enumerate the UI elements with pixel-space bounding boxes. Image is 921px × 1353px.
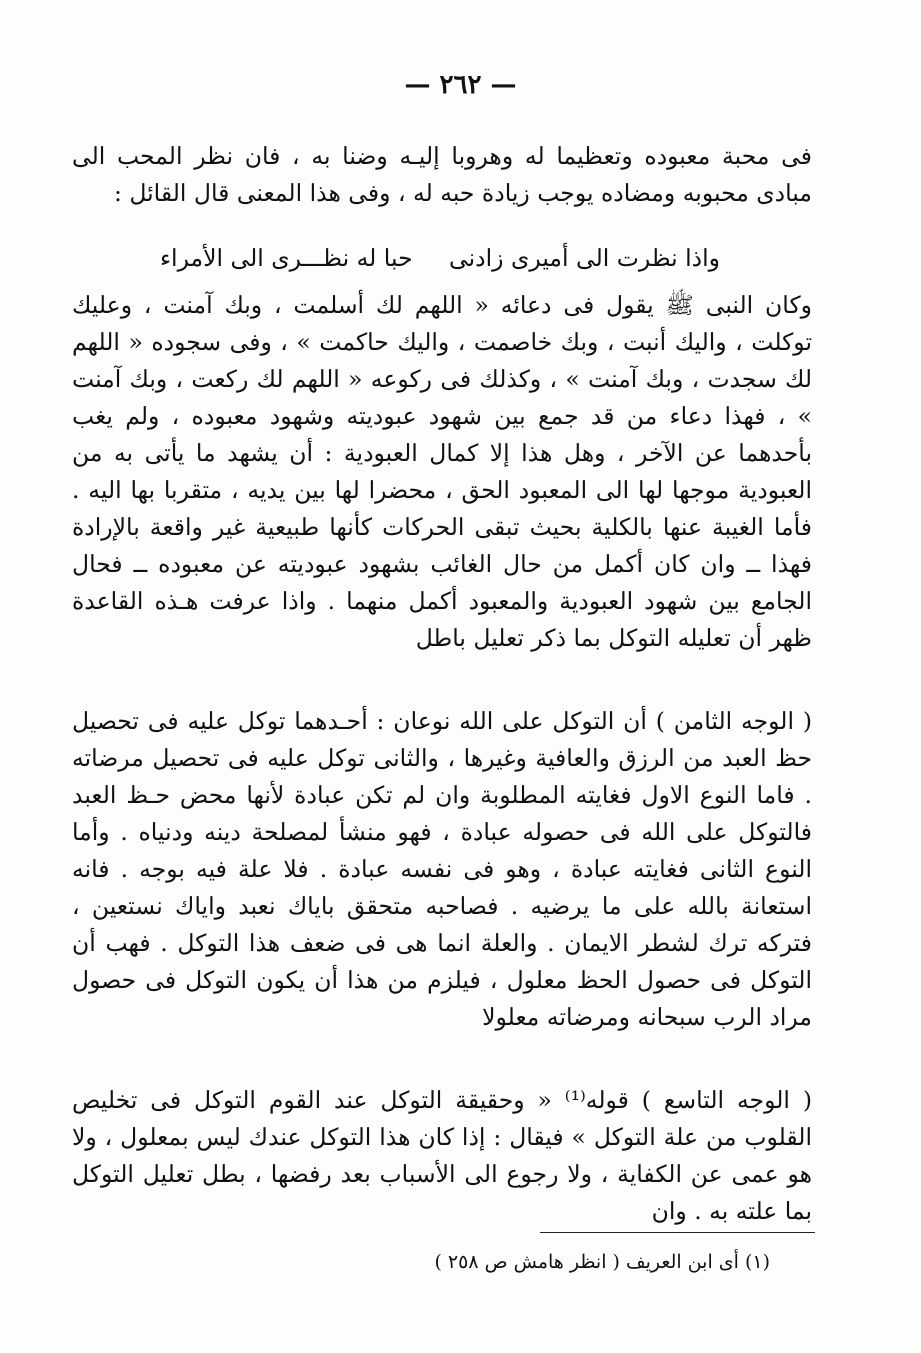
- paragraph-3: [72, 703, 812, 1036]
- footnote: (١) أى ابن العريف ( انظر هامش ص ٢٥٨ ): [434, 1251, 770, 1273]
- page-number: — ٢٦٢ —: [404, 70, 517, 100]
- paragraph-2: [72, 287, 812, 657]
- footnote-divider: [540, 1232, 815, 1233]
- verse-second-hemistich: حبا له نظـــرى الى الأمراء: [160, 244, 413, 272]
- paragraph-text: وكان النبى ﷺ يقول فى دعائه « اللهم لك أسلمت ، وبك آمنت ، وعليك توكلت ، واليك أنبت ، وبك خاصمت ، واليك حاكمت » ، وفى سجوده « اللهم لك سجدت ، وبك آمنت » ، وكذلك فى ركوعه « اللهم لك ركعت ، وبك آمنت » ، فهذا دعاء من قد جمع بين شهود عبوديته وشهود معبوده ، ولم يغب بأحدهما عن الآخر ، وهل هذا إلا كمال العبودية : أن يشهد ما يأتى به من العبودية موجها لها الى المعبود الحق ، محضرا لها بين يديه ، متقربا بها اليه . فأما الغيبة عنها بالكلية بحيث تبقى الحركات كأنها طبيعية غير واقعة بالإرادة فهذا ــ وان كان أكمل من حال الغائب بشهود عبوديته عن معبوده ــ فحال الجامع بين شهود العبودية والمعبود أكمل منهما . واذا عرفت هـذه القاعدة ظهر أن تعليله التوكل بما ذكر تعليل باطل: [72, 291, 812, 652]
- paragraph-text: ( الوجه الثامن ) أن التوكل على الله نوعان : أحـدهما توكل عليه فى تحصيل حظ العبد من الرزق والعافية وغيرها ، والثانى توكل عليه فى تحصيل مرضاته . فاما النوع الاول فغايته المطلوبة وان لم تكن عبادة لأنها محض حـظ العبد فالتوكل على الله فى حصوله عبادة ، فهو منشأ لمصلحة دينه ودنياه . وأما النوع الثانى فغايته عبادة ، وهو فى نفسه عبادة . فلا علة فيه بوجه . فانه استعانة بالله على ما يرضيه . فصاحبه متحقق باياك نعبد واياك نستعين ، فتركه ترك لشطر الايمان . والعلة انما هى فى ضعف هذا التوكل . فهب أن التوكل فى حصول الحظ معلول ، فيلزم من هذا أن يكون التوكل فى حصول مراد الرب سبحانه ومرضاته معلولا: [72, 707, 812, 1031]
- paragraph-4: [72, 1082, 812, 1230]
- paragraph-text: ( الوجه التاسع ) قوله⁽¹⁾ « وحقيقة التوكل عند القوم التوكل فى تخليص القلوب من علة التوكل » فيقال : إذا كان هذا التوكل عندك ليس بمعلول ، ولا هو عمى عن الكفاية ، ولا رجوع الى الأسباب بعد رفضها ، بطل تعليل التوكل بما علته به . وان: [72, 1086, 812, 1225]
- paragraph-1: [72, 138, 812, 212]
- paragraph-text: فى محبة معبوده وتعظيما له وهروبا إليـه وضنا به ، فان نظر المحب الى مبادى محبوبه ومضاده يوجب زيادة حبه له ، وفى هذا المعنى قال القائل :: [72, 142, 812, 207]
- poetry-verse: [160, 240, 720, 277]
- verse-first-hemistich: واذا نظرت الى أميرى زادنى: [449, 244, 720, 272]
